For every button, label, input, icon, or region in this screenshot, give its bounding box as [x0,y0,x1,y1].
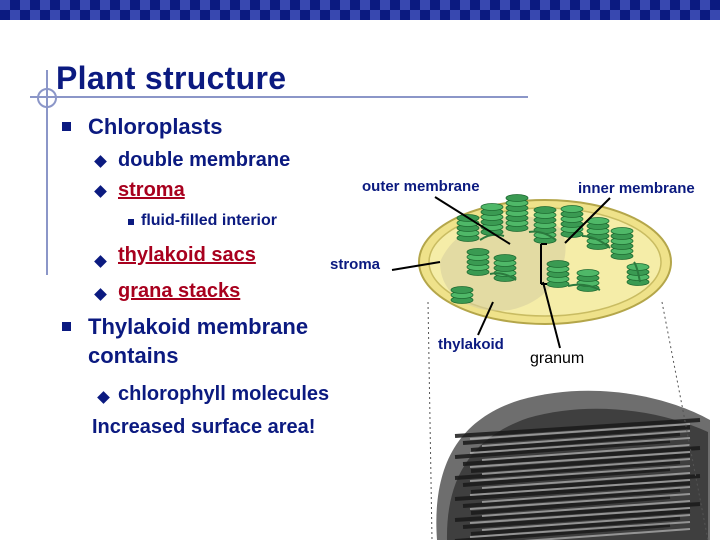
slide-title: Plant structure [56,60,287,96]
bullet-chloroplasts: Chloroplasts [88,114,223,139]
bullet-chlorophyll: chlorophyll molecules [118,383,330,405]
label-thylakoid: thylakoid [438,336,504,353]
increased-surface-text: Increased surface area! [92,416,316,438]
label-stroma: stroma [330,256,381,273]
bullet-grana-stacks: grana stacks [118,280,241,302]
bullet-stroma: stroma [118,179,185,201]
bullet-thylakoid-sacs: thylakoid sacs [118,244,256,266]
bullet-fluid-filled: fluid-filled interior [141,212,277,229]
bullet-thylakoid-membrane-line2: contains [88,343,179,368]
bullet-double-membrane: double membrane [118,149,291,171]
label-inner-membrane: inner membrane [578,180,695,197]
chloroplast-illustration [419,195,671,325]
label-granum: granum [530,350,585,367]
bullet-thylakoid-membrane-line1: Thylakoid membrane [88,314,309,339]
label-outer-membrane: outer membrane [362,178,480,195]
